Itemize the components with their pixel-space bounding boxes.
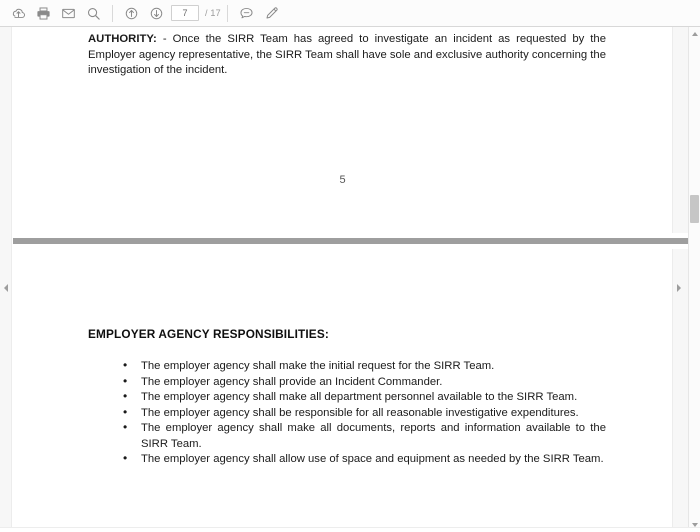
highlighter-icon xyxy=(264,6,279,21)
email-button[interactable] xyxy=(56,2,81,24)
page-down-icon xyxy=(149,6,164,21)
viewer-bottom-edge xyxy=(0,527,700,532)
previous-page-button[interactable] xyxy=(119,2,144,24)
cloud-upload-button[interactable] xyxy=(6,2,31,24)
comment-button[interactable] xyxy=(234,2,259,24)
scroll-right-button[interactable] xyxy=(673,278,684,298)
authority-paragraph xyxy=(88,32,606,79)
document-page-5 xyxy=(13,27,672,238)
responsibilities-list xyxy=(113,359,606,468)
page-footer-number: 5 xyxy=(339,174,346,186)
page-total-label: / 17 xyxy=(205,8,221,18)
page-number-input[interactable] xyxy=(171,5,199,21)
list-item-text: The employer agency shall allow use of space and equipment as needed by the SIRR Team. xyxy=(141,453,604,465)
scroll-left-button[interactable] xyxy=(0,278,11,298)
highlighter-button[interactable] xyxy=(259,2,284,24)
list-item-text: The employer agency shall make all documents, reports and information available to the SIRR Team. xyxy=(141,422,606,450)
scrollbar-thumb[interactable] xyxy=(690,195,699,223)
list-item xyxy=(113,359,606,375)
document-viewer[interactable] xyxy=(0,27,700,532)
cloud-upload-icon xyxy=(11,6,26,21)
search-button[interactable] xyxy=(81,2,106,24)
print-icon xyxy=(36,6,51,21)
search-icon xyxy=(86,6,101,21)
vertical-scrollbar[interactable] xyxy=(688,27,700,532)
list-item xyxy=(113,406,606,422)
scroll-up-button[interactable] xyxy=(689,28,700,40)
pdf-toolbar xyxy=(0,0,700,27)
chevron-left-icon xyxy=(4,284,8,292)
print-button[interactable] xyxy=(31,2,56,24)
page-surface xyxy=(0,27,688,532)
email-icon xyxy=(61,6,76,21)
document-page-6 xyxy=(13,249,672,532)
page-navigation xyxy=(171,5,221,21)
list-item-text: The employer agency shall be responsible for all reasonable investigative expenditures. xyxy=(141,406,579,419)
list-item-text: The employer agency shall provide an Incident Commander. xyxy=(141,375,443,388)
list-item xyxy=(113,421,606,452)
section-heading: EMPLOYER AGENCY RESPONSIBILITIES: xyxy=(88,327,329,341)
list-item xyxy=(113,452,606,468)
comment-icon xyxy=(239,6,254,21)
authority-text: - Once the SIRR Team has agreed to investigate an incident as requested by the Employer agency representative, the SIRR Team shall have sole and exclusive authority concerning the investigation of the incident. xyxy=(88,33,606,76)
chevron-right-icon xyxy=(677,284,681,292)
toolbar-separator-1 xyxy=(112,5,113,22)
list-item-text: The employer agency shall make the initial request for the SIRR Team. xyxy=(141,360,495,372)
chevron-up-icon xyxy=(692,32,698,36)
next-page-button[interactable] xyxy=(144,2,169,24)
authority-label: AUTHORITY: xyxy=(88,33,157,45)
toolbar-separator-2 xyxy=(227,5,228,22)
list-item xyxy=(113,390,606,406)
list-item-text: The employer agency shall make all department personnel available to the SIRR Team. xyxy=(141,391,578,403)
page-up-icon xyxy=(124,6,139,21)
list-item xyxy=(113,375,606,391)
